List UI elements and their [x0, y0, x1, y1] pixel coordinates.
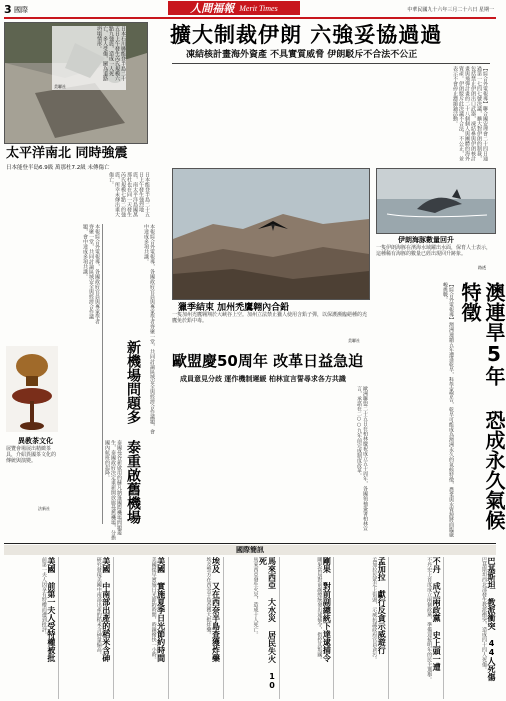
brief-item [58, 557, 111, 699]
brief-item [168, 557, 221, 699]
airport-body: 泰國曼谷新啟用的蘇凡納蓬國際機場問題叢生，泰國政府決定重新開放廊曼舊機場，分擔國內航班的起降。 [104, 440, 122, 540]
brief-body: 不丹史上首度成立兩個政黨，準備迎接明年的民主選舉。 [426, 557, 433, 682]
brief-item [333, 557, 386, 699]
tea-set-image [6, 346, 58, 432]
masthead-rule [4, 17, 496, 19]
briefs-row [4, 557, 496, 699]
brief-body: 巴基斯坦西北部發生教派衝突，造成四十四人死傷。 [481, 557, 487, 672]
brief-body: 剛果當局對前副總統發出逮捕令，指控其叛國。 [316, 557, 323, 662]
dolphin-image [377, 169, 495, 233]
eagle-photo [172, 168, 370, 300]
section-label: 國際 [14, 6, 28, 14]
quake-photo-credit: 美聯社 [54, 84, 66, 89]
briefs-top-rule [4, 543, 496, 544]
quake-photo-caption [52, 26, 126, 90]
left-middle-body: 本報綜合外電報導，各國政府官員與專家學者齊聚一堂，共同討論區域安全與經濟合作議題，會中達成多項共識。 [82, 224, 100, 324]
airport-headline: 新機場問題多 泰重啟舊機場 [125, 340, 141, 524]
logo-cn: 人間福報 [190, 2, 235, 15]
brief-body: 研究發現美國中南部出產的稻米含砷量偏高。 [95, 557, 102, 657]
brief-title: 美國 中南部出產的稻米含砷 [101, 557, 111, 662]
quake-caption-text: 日本石川縣能登半島二十五日上午發生芮氏規模六點九強震，造成一人死亡、多人受傷，圖為道路坍塌情形。 [96, 26, 126, 81]
brief-item [279, 557, 332, 699]
brief-item [4, 557, 56, 699]
dolphin-photo-credit: 路透 [478, 265, 486, 270]
brief-title: 不丹 成立兩政黨 史上頭一遭 [432, 557, 442, 671]
brief-title: 美國 實施夏季日光節約時間 [156, 557, 166, 662]
left-middle-body-2: 本報綜合外電報導，各國政府官員與專家學者齊聚一堂，共同討論區域安全與經濟合作議題，會中達成多項共識。 [143, 224, 155, 434]
brief-item [388, 557, 441, 699]
brief-title: 剛果 對前副總統下達逮捕令 [322, 557, 332, 662]
brief-title: 孟加拉 獻行反貪示威遊行 [377, 557, 387, 654]
eagle-caption-body: 一隻加州禿鷹翱翔於大峽谷上空。加州立法禁止獵人使用含鉛子彈，以保護瀕臨絕種的禿鷹免於鉛中毒。 [172, 312, 368, 324]
culture-caption-body: 展覽會場展出精緻茶具，介紹異國茶文化的傳統與演變。 [6, 446, 57, 464]
culture-caption-title: 異教茶文化 [18, 437, 53, 445]
brief-item [223, 557, 277, 699]
eu-body: 歐洲聯盟二十五日在柏林慶祝成立五十周年，各國領袖簽署柏林宣言，承諾在二○○九年前完成制度改革。 [356, 386, 368, 531]
masthead [0, 0, 500, 18]
eu-subheadline: 成員意見分歧 運作機制遲緩 柏林宣言誓尋求各方共識 [180, 375, 346, 383]
logo-en: Merit Times [239, 3, 278, 13]
brief-title: 馬來西亞 大水災 居民失火 10死 [258, 557, 277, 690]
eu-headline: 歐盟慶50周年 改革日益急迫 [172, 352, 364, 370]
quake-body: 日本能登半島二十五日上午發生強烈地震，南太平洋島國萬那杜也在同一天發生芮氏規模七點二的強震，所幸未傳出重大傷亡。 [108, 172, 150, 217]
brief-item [443, 557, 496, 699]
culture-photo-credit: 法新社 [38, 506, 50, 511]
briefs-header [4, 545, 496, 555]
quake-subheadline: 日本能登半島6.9級 萬那杜7.2級 未傳傷亡 [6, 165, 110, 171]
main-story-body: 【綜合外電報導】聯合國安理會二十四日通過第一七四七號決議，擴大對伊朗的制裁，包括禁止伊朗出口武器，凍結參與伊朗核計畫與飛彈計畫的二十八個個人與團體的海外資產。伊朗駁斥此決議不合法、不公正，並表示不會停止濃縮鈾活動。 [452, 66, 488, 161]
main-headline: 擴大制裁伊朗 六強妥協過過 [170, 23, 443, 47]
briefs-section-title: 國際簡訊 [236, 546, 264, 554]
climate-body: 【綜合外電報導】澳洲連續五年遭逢乾旱，科學家警告，乾旱可能成為澳洲永久的氣候特徵，農業與水資源將面臨嚴峻挑戰。 [442, 282, 454, 537]
brief-title: 巴基斯坦 教派衝突 44人死傷 [487, 557, 496, 681]
headline-underline [172, 63, 490, 64]
dolphin-caption-body: 一隻伊朗海豚在濱海水域躍出水面，保育人士表示，這種稀有海豚的數量已經出現回升跡象。 [376, 245, 492, 257]
culture-photo [6, 346, 58, 432]
brief-body: 美國提早實施日光節約時間，時鐘撥快一小時。 [150, 557, 157, 662]
main-subheadline: 凍結核計畫海外資產 不具實質威脅 伊朗駁斥不合法不公正 [186, 50, 418, 60]
brief-item [113, 557, 166, 699]
condor-canyon-image [173, 169, 369, 299]
dolphin-photo [376, 168, 496, 234]
brief-title: 埃及 又在西奈半島查獲炸藥 [211, 557, 221, 662]
brief-body: 馬來西亞發生火災，造成十人死亡。 [252, 557, 259, 637]
brief-body: 孟加拉民眾走上街頭，示威抗議政府官員貪污。 [371, 557, 378, 662]
brief-body: 埃及警方在西奈半島查獲大批炸藥。 [205, 557, 212, 637]
masthead-logo [168, 1, 300, 15]
climate-headline: 澳連旱5年 恐成永久氣候特徵 [458, 282, 506, 530]
issue-date: 中華民國九十六年三月二十六日 星期一 [407, 7, 494, 13]
quake-headline: 太平洋南北 同時強震 [6, 146, 128, 161]
eagle-caption-title: 獵季結束 加州禿鷹翱內合鉛 [178, 303, 290, 313]
eagle-photo-credit: 美聯社 [348, 338, 360, 343]
brief-title: 美國 前第一夫人受特權被批 [46, 557, 56, 662]
dolphin-caption-title: 伊朗海豚數量回升 [398, 236, 454, 244]
page-number: 3 [4, 3, 12, 16]
brief-body: 前第一夫人因享有特權而遭到批評。 [40, 557, 47, 637]
